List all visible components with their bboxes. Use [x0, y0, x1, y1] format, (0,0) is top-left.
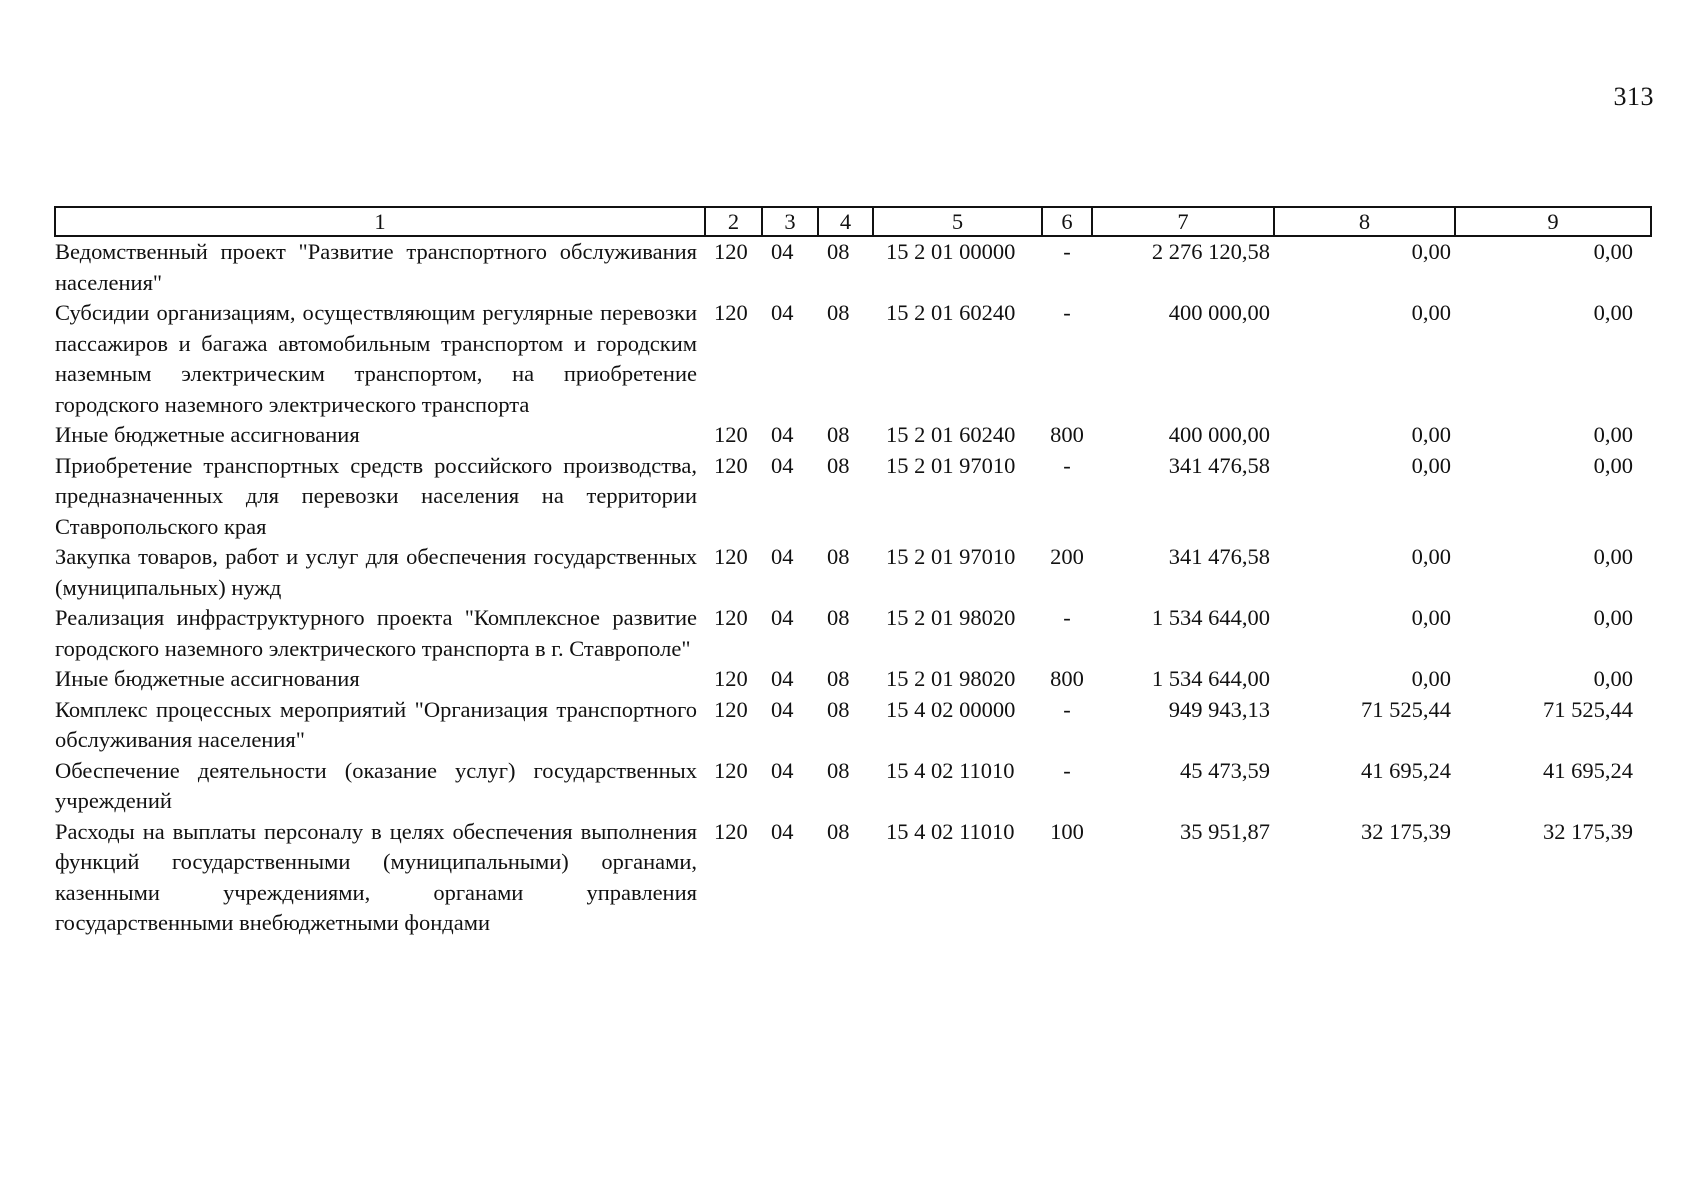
amount-col8: 0,00: [1411, 666, 1451, 691]
expense-type-code: 200: [1050, 544, 1084, 569]
subsection-code: 08: [827, 422, 850, 447]
ministry-code: 120: [714, 452, 748, 478]
subsection-code: 08: [827, 452, 850, 478]
ministry-code: 120: [714, 818, 748, 844]
amount-col8: 71 525,44: [1361, 696, 1451, 722]
subsection-code: 08: [827, 757, 850, 783]
table-row: [55, 236, 1651, 298]
amount-col9: 0,00: [1593, 605, 1633, 630]
amount-col8: 32 175,39: [1361, 818, 1451, 844]
amount-col9: 71 525,44: [1543, 696, 1633, 722]
column-header-8: 8: [1274, 207, 1455, 236]
table-row: [55, 756, 1651, 817]
expense-name: Иные бюджетные ассигнования: [55, 666, 360, 691]
amount-col7: 400 000,00: [1168, 300, 1270, 325]
amount-col7: 341 476,58: [1168, 452, 1270, 478]
amount-col8: 0,00: [1411, 605, 1451, 630]
amount-col7: 2 276 120,58: [1151, 239, 1270, 264]
amount-col7: 1 534 644,00: [1151, 666, 1270, 691]
expense-name: Реализация инфраструктурного проекта "Комплексное развитие городского наземного электрического транспорта в г. Ставрополе": [55, 605, 697, 661]
column-header-7: 7: [1092, 207, 1274, 236]
amount-col9: 0,00: [1593, 422, 1633, 447]
ministry-code: 120: [714, 422, 748, 447]
ministry-code: 120: [714, 696, 748, 722]
subsection-code: 08: [827, 239, 850, 264]
amount-col8: 0,00: [1411, 422, 1451, 447]
ministry-code: 120: [714, 544, 748, 569]
section-code: 04: [771, 696, 794, 722]
expense-name: Комплекс процессных мероприятий "Организация транспортного обслуживания населения": [55, 696, 697, 752]
expense-name: Субсидии организациям, осуществляющим регулярные перевозки пассажиров и багажа автомобильным транспортом и городским наземным электрическим транспортом, на приобретение городского наземного электрического транспорта: [55, 300, 697, 417]
ministry-code: 120: [714, 757, 748, 783]
expense-type-code: 800: [1050, 666, 1084, 691]
expense-type-code: -: [1063, 452, 1071, 478]
amount-col9: 41 695,24: [1543, 757, 1633, 783]
column-header-6: 6: [1042, 207, 1092, 236]
section-code: 04: [771, 666, 794, 691]
amount-col7: 45 473,59: [1180, 757, 1270, 783]
target-article-code: 15 2 01 97010: [886, 544, 1016, 569]
subsection-code: 08: [827, 818, 850, 844]
expense-type-code: -: [1063, 300, 1071, 325]
section-code: 04: [771, 239, 794, 264]
section-code: 04: [771, 757, 794, 783]
expense-name: Закупка товаров, работ и услуг для обеспечения государственных (муниципальных) нужд: [55, 544, 697, 600]
table-body: [55, 236, 1651, 939]
target-article-code: 15 4 02 11010: [886, 818, 1015, 844]
amount-col8: 0,00: [1411, 300, 1451, 325]
table-row: [55, 298, 1651, 420]
expense-type-code: 100: [1050, 818, 1084, 844]
ministry-code: 120: [714, 605, 748, 630]
target-article-code: 15 2 01 98020: [886, 605, 1016, 630]
expense-name: Приобретение транспортных средств российского производства, предназначенных для перевозки населения на территории Ставропольского края: [55, 452, 697, 539]
amount-col8: 0,00: [1411, 544, 1451, 569]
amount-col7: 341 476,58: [1168, 544, 1270, 569]
amount-col9: 0,00: [1593, 239, 1633, 264]
table-row: [55, 420, 1651, 451]
target-article-code: 15 4 02 11010: [886, 757, 1015, 783]
header-row: [55, 207, 1651, 236]
target-article-code: 15 2 01 60240: [886, 422, 1016, 447]
table-header: [55, 207, 1651, 236]
amount-col9: 0,00: [1593, 666, 1633, 691]
column-header-3: 3: [762, 207, 818, 236]
budget-table: [54, 206, 1652, 939]
subsection-code: 08: [827, 544, 850, 569]
target-article-code: 15 2 01 60240: [886, 300, 1016, 325]
section-code: 04: [771, 605, 794, 630]
expense-type-code: -: [1063, 696, 1071, 722]
section-code: 04: [771, 544, 794, 569]
ministry-code: 120: [714, 300, 748, 325]
target-article-code: 15 2 01 98020: [886, 666, 1016, 691]
expense-type-code: 800: [1050, 422, 1084, 447]
target-article-code: 15 4 02 00000: [886, 696, 1016, 722]
table-row: [55, 664, 1651, 695]
target-article-code: 15 2 01 00000: [886, 239, 1016, 264]
expense-name: Ведомственный проект "Развитие транспортного обслуживания населения": [55, 239, 697, 295]
amount-col9: 32 175,39: [1543, 818, 1633, 844]
column-header-9: 9: [1455, 207, 1651, 236]
expense-name: Обеспечение деятельности (оказание услуг) государственных учреждений: [55, 757, 697, 813]
column-header-5: 5: [873, 207, 1042, 236]
page-number: 313: [1613, 82, 1654, 111]
section-code: 04: [771, 300, 794, 325]
ministry-code: 120: [714, 239, 748, 264]
section-code: 04: [771, 818, 794, 844]
subsection-code: 08: [827, 605, 850, 630]
amount-col7: 1 534 644,00: [1151, 605, 1270, 630]
amount-col9: 0,00: [1593, 300, 1633, 325]
table-row: [55, 451, 1651, 543]
table-row: [55, 695, 1651, 756]
subsection-code: 08: [827, 666, 850, 691]
amount-col8: 41 695,24: [1361, 757, 1451, 783]
section-code: 04: [771, 422, 794, 447]
expense-name: Иные бюджетные ассигнования: [55, 422, 360, 447]
subsection-code: 08: [827, 300, 850, 325]
ministry-code: 120: [714, 666, 748, 691]
expense-name: Расходы на выплаты персоналу в целях обеспечения выполнения функций государственными (муниципальными) органами, казенными учреждениями, органами управления государственными внебюджетными фондами: [55, 818, 697, 935]
amount-col7: 400 000,00: [1168, 422, 1270, 447]
column-header-1: 1: [55, 207, 705, 236]
expense-type-code: -: [1063, 605, 1071, 630]
section-code: 04: [771, 452, 794, 478]
amount-col8: 0,00: [1411, 452, 1451, 478]
expense-type-code: -: [1063, 757, 1071, 783]
amount-col8: 0,00: [1411, 239, 1451, 264]
expense-type-code: -: [1063, 239, 1071, 264]
amount-col7: 949 943,13: [1168, 696, 1270, 722]
table-row: [55, 542, 1651, 603]
table-row: [55, 603, 1651, 664]
amount-col7: 35 951,87: [1180, 818, 1270, 844]
target-article-code: 15 2 01 97010: [886, 452, 1016, 478]
subsection-code: 08: [827, 696, 850, 722]
table-row: [55, 817, 1651, 939]
column-header-2: 2: [705, 207, 762, 236]
column-header-4: 4: [818, 207, 873, 236]
amount-col9: 0,00: [1593, 452, 1633, 478]
amount-col9: 0,00: [1593, 544, 1633, 569]
